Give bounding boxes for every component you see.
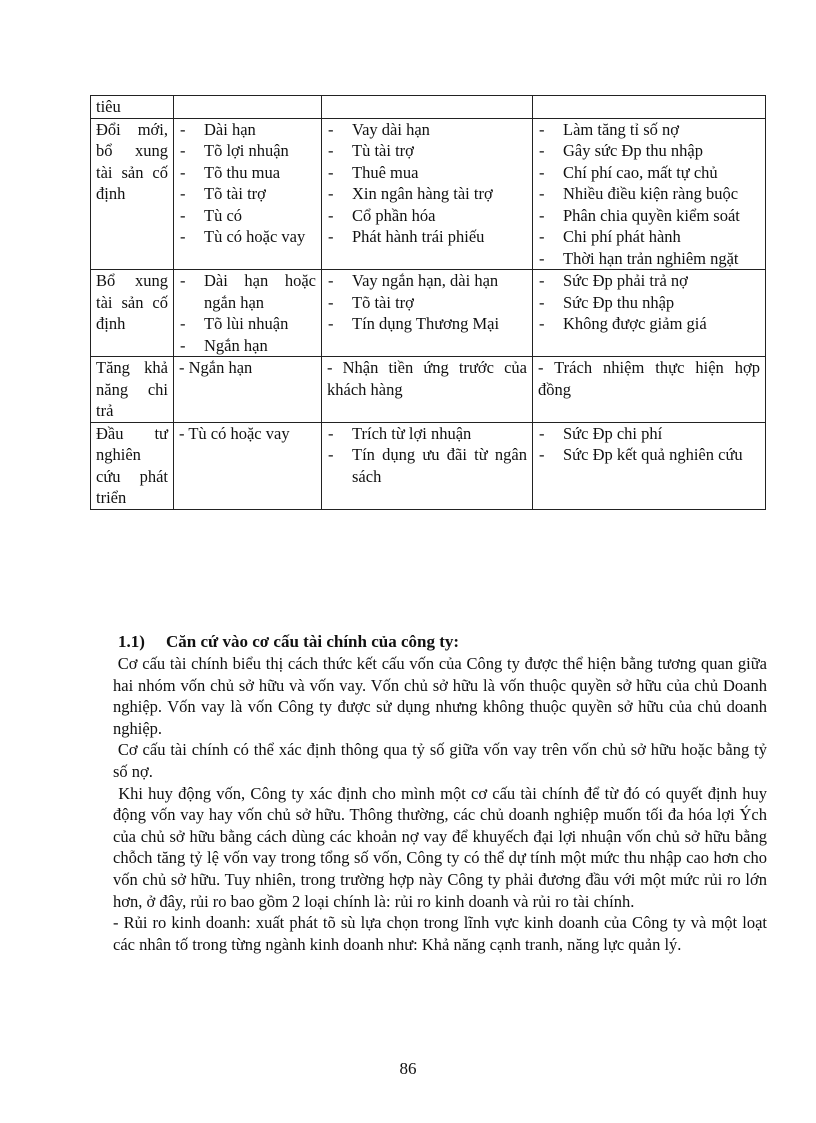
list-item: - Dài hạn hoặc ngắn hạn: [179, 270, 316, 313]
list-item: - Phân chia quyền kiểm soát: [538, 205, 760, 227]
table-cell: [533, 357, 766, 423]
list-item: - Nhiều điều kiện ràng buộc: [538, 183, 760, 205]
row-label: Bổ xung tài sản cố định: [91, 270, 174, 357]
row-label: Đầu tư nghiên cứu phát triển: [91, 422, 174, 509]
paragraph: - Rủi ro kinh doanh: xuất phát tõ sù lựa chọn trong lĩnh vực kinh doanh của Công ty và một loạt các nhân tố trong từng ngành kinh doanh như: Khả năng cạnh tranh, năng lực quản lý.: [113, 913, 767, 954]
section-title: Căn cứ vào cơ cấu tài chính của công ty:: [166, 632, 460, 651]
table-cell: [322, 118, 533, 270]
list-item: - Thuê mua: [327, 162, 527, 184]
list-item: - Tín dụng ưu đãi từ ngân sách: [327, 444, 527, 487]
paragraph-text: Cơ cấu tài chính biểu thị cách thức kết cấu vốn của Công ty được thể hiện bằng tương quan giữa hai nhóm vốn chủ sở hữu và vốn vay. Vốn chủ sở hữu là vốn thuộc quyền sở hữu của chủ Doanh nghiệp. Vốn vay là vốn Công ty được sử dụng nhưng không thuộc quyền sở hữu của chủ doanh nghiệp.: [113, 654, 767, 738]
table-cell: [174, 118, 322, 270]
table-cell: tiêu: [91, 96, 174, 119]
list-item: - Không được giảm giá: [538, 313, 760, 335]
financing-table: [90, 95, 766, 510]
table-cell: [174, 96, 322, 119]
list-item: - Tõ thu mua: [179, 162, 316, 184]
list-item: - Phát hành trái phiếu: [327, 226, 527, 248]
list-item: - Chi phí phát hành: [538, 226, 760, 248]
table-cell: [322, 357, 533, 423]
list-item: - Tõ lùi nhuận: [179, 313, 316, 335]
table-row: [91, 96, 766, 119]
section-heading: [118, 631, 459, 653]
table-row: [91, 422, 766, 509]
table-cell: [174, 422, 322, 509]
list-item: - Tù tài trợ: [327, 140, 527, 162]
paragraph: [113, 653, 767, 739]
list-item: - Sức Ðp thu nhập: [538, 292, 760, 314]
page-number: 86: [399, 1059, 417, 1078]
table-row: [91, 118, 766, 270]
list-item: - Làm tăng tỉ số nợ: [538, 119, 760, 141]
list-item: - Vay ngắn hạn, dài hạn: [327, 270, 527, 292]
table-row: [91, 270, 766, 357]
cell-text: - Trách nhiệm thực hiện hợp đồng: [538, 358, 760, 399]
list-item: - Tín dụng Thương Mại: [327, 313, 527, 335]
cell-text: - Ngắn hạn: [179, 358, 253, 377]
table-cell: [533, 96, 766, 119]
list-item: - Gây sức Ðp thu nhập: [538, 140, 760, 162]
list-item: - Vay dài hạn: [327, 119, 527, 141]
body-text: [113, 653, 767, 955]
table-cell: [174, 270, 322, 357]
list-item: - Sức Ðp phải trả nợ: [538, 270, 760, 292]
table-cell: [322, 422, 533, 509]
list-item: - Chí phí cao, mất tự chủ: [538, 162, 760, 184]
list-item: - Trích từ lợi nhuận: [327, 423, 527, 445]
list-item: - Tù có hoặc vay: [179, 226, 316, 248]
list-item: - Sức Ðp kết quả nghiên cứu: [538, 444, 760, 466]
list-item: - Xin ngân hàng tài trợ: [327, 183, 527, 205]
list-item: - Cổ phần hóa: [327, 205, 527, 227]
list-item: - Sức Ðp chi phí: [538, 423, 760, 445]
list-item: - Tõ lợi nhuận: [179, 140, 316, 162]
table-cell: [533, 270, 766, 357]
row-label: Đổi mới, bổ xung tài sản cố định: [91, 118, 174, 270]
section-number: 1.1): [118, 632, 145, 651]
cell-text: - Nhận tiền ứng trước của khách hàng: [327, 358, 527, 399]
paragraph: [113, 739, 767, 782]
list-item: - Tù có: [179, 205, 316, 227]
row-label: Tăng khả năng chi trả: [91, 357, 174, 423]
table-cell: [533, 118, 766, 270]
list-item: - Dài hạn: [179, 119, 316, 141]
table-row: [91, 357, 766, 423]
table-cell: [322, 270, 533, 357]
list-item: - Thời hạn trản nghiêm ngặt: [538, 248, 760, 270]
paragraph-text: Cơ cấu tài chính có thể xác định thông qua tỷ số giữa vốn vay trên vốn chủ sở hữu hoặc bằng tỷ số nợ.: [113, 740, 767, 781]
table-cell: [174, 357, 322, 423]
cell-text: - Tù có hoặc vay: [179, 423, 290, 443]
list-item: - Tõ tài trợ: [327, 292, 527, 314]
paragraph-text: Khi huy động vốn, Công ty xác định cho mình một cơ cấu tài chính để từ đó có quyết định huy động vốn vay hay vốn chủ sở hữu. Thông thường, các chủ doanh nghiệp muốn tối đa hóa lợi Ých của chủ sở hữu bằng cách dùng các khoản nợ vay để khuyếch đại lợi nhuận vốn chủ sở hữu bằng chỗch tăng tỷ lệ vốn vay trong tổng số vốn, Công ty có thể dự tính một mức thu nhập cao hơn cho vốn chủ sở hữu. Tuy nhiên, trong trường hợp này Công ty phải đương đầu với một mức rủi ro lớn hơn, ở đây, rủi ro bao gồm 2 loại chính là: rủi ro kinh doanh và rủi ro tài chính.: [113, 783, 767, 911]
list-item: - Tõ tài trợ: [179, 183, 316, 205]
table-cell: [533, 422, 766, 509]
table-cell: [322, 96, 533, 119]
paragraph: [113, 783, 767, 913]
list-item: - Ngắn hạn: [179, 335, 316, 357]
